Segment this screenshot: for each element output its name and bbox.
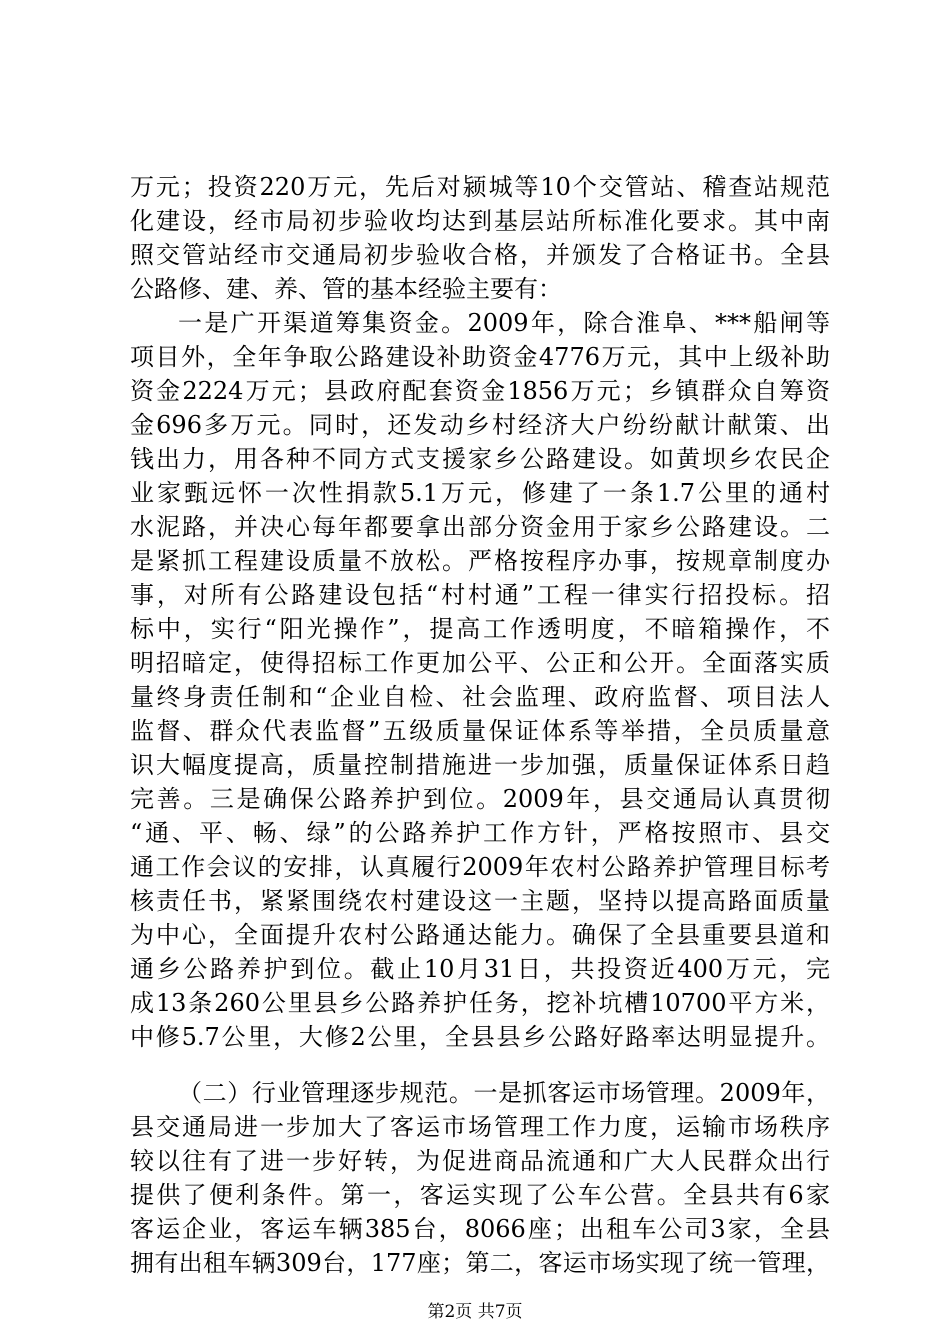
paragraph-first-line: 一是广开渠道筹集资金。2009年，除合淮阜、***船闸等	[178, 309, 830, 337]
text-line: “通、平、畅、绿”的公路养护工作方针，严格按照市、县交	[130, 819, 830, 847]
text-line: 通工作会议的安排，认真履行2009年农村公路养护管理目标考	[130, 853, 830, 881]
text-line: 识大幅度提高，质量控制措施进一步加强，质量保证体系日趋	[130, 751, 830, 779]
text-line: 公路修、建、养、管的基本经验主要有：	[130, 275, 562, 303]
text-line: 事，对所有公路建设包括“村村通”工程一律实行招投标。招	[130, 581, 830, 609]
text-line: 通乡公路养护到位。截止10月31日，共投资近400万元，完	[130, 955, 830, 983]
text-line: 资金2224万元；县政府配套资金1856万元；乡镇群众自筹资	[130, 377, 830, 405]
page-number-footer: 第2页 共7页	[427, 1302, 523, 1322]
text-line: 金696多万元。同时，还发动乡村经济大户纷纷献计献策、出	[130, 411, 830, 439]
paragraph-first-line: （二）行业管理逐步规范。一是抓客运市场管理。2009年，	[178, 1079, 830, 1107]
text-line: 提供了便利条件。第一，客运实现了公车公营。全县共有6家	[130, 1181, 830, 1209]
text-line: 成13条260公里县乡公路养护任务，挖补坑槽10700平方米，	[130, 989, 830, 1017]
text-line: 中修5.7公里，大修2公里，全县县乡公路好路率达明显提升。	[130, 1023, 830, 1051]
text-line: 明招暗定，使得招标工作更加公平、公正和公开。全面落实质	[130, 649, 830, 677]
text-line: 水泥路，并决心每年都要拿出部分资金用于家乡公路建设。二	[130, 513, 830, 541]
text-line: 项目外，全年争取公路建设补助资金4776万元，其中上级补助	[130, 343, 830, 371]
text-line: 万元；投资220万元，先后对颍城等10个交管站、稽查站规范	[130, 173, 830, 201]
text-line: 拥有出租车辆309台，177座；第二，客运市场实现了统一管理，	[130, 1249, 830, 1277]
text-line: 照交管站经市交通局初步验收合格，并颁发了合格证书。全县	[130, 241, 830, 269]
text-line: 化建设，经市局初步验收均达到基层站所标准化要求。其中南	[130, 207, 830, 235]
text-line: 核责任书，紧紧围绕农村建设这一主题，坚持以提高路面质量	[130, 887, 830, 915]
text-line: 县交通局进一步加大了客运市场管理工作力度，运输市场秩序	[130, 1113, 830, 1141]
text-line: 钱出力，用各种不同方式支援家乡公路建设。如黄坝乡农民企	[130, 445, 830, 473]
text-line: 较以往有了进一步好转，为促进商品流通和广大人民群众出行	[130, 1147, 830, 1175]
text-line: 量终身责任制和“企业自检、社会监理、政府监督、项目法人	[130, 683, 830, 711]
text-line: 监督、群众代表监督”五级质量保证体系等举措，全员质量意	[130, 717, 830, 745]
text-line: 完善。三是确保公路养护到位。2009年，县交通局认真贯彻	[130, 785, 830, 813]
text-line: 客运企业，客运车辆385台，8066座；出租车公司3家，全县	[130, 1215, 830, 1243]
text-line: 为中心，全面提升农村公路通达能力。确保了全县重要县道和	[130, 921, 830, 949]
text-line: 标中，实行“阳光操作”，提高工作透明度，不暗箱操作，不	[130, 615, 830, 643]
text-line: 是紧抓工程建设质量不放松。严格按程序办事，按规章制度办	[130, 547, 830, 575]
text-line: 业家甄远怀一次性捐款5.1万元，修建了一条1.7公里的通村	[130, 479, 830, 507]
